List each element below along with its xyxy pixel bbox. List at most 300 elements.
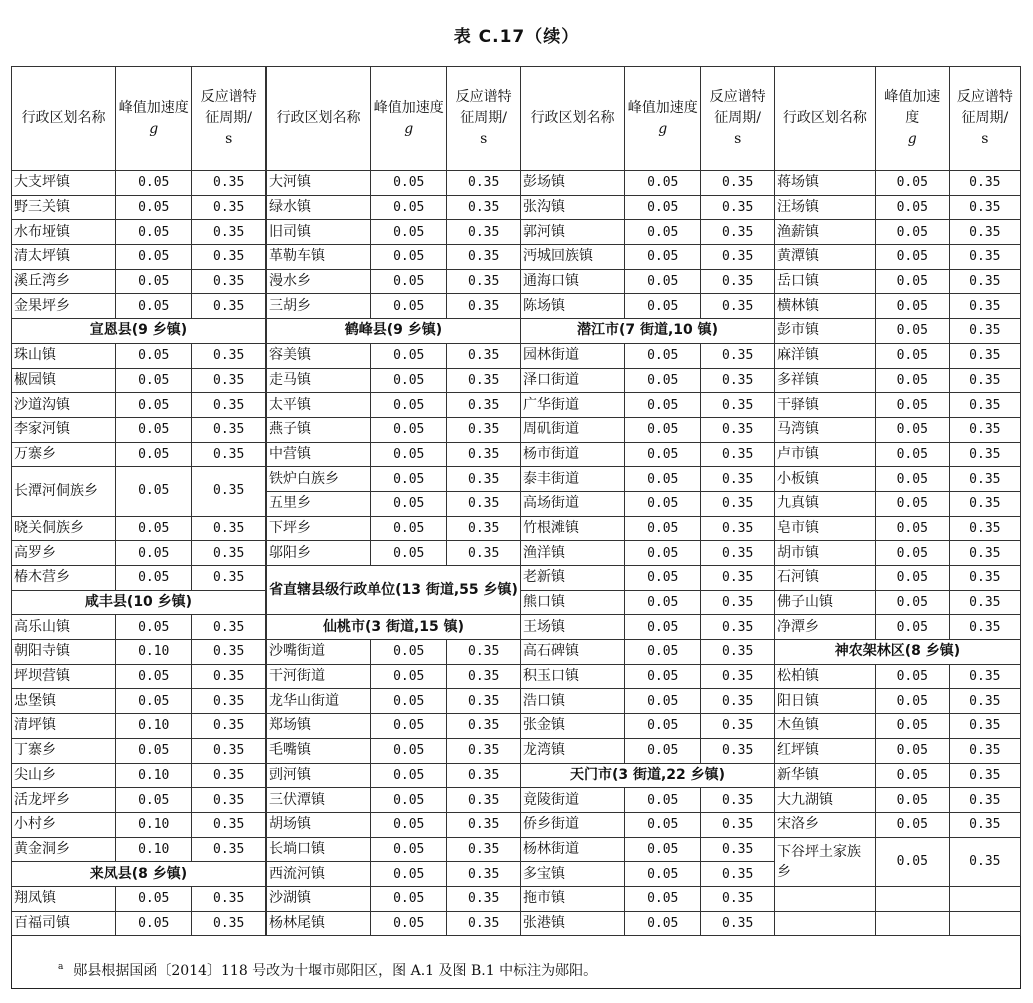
cell-name: 中营镇 bbox=[267, 442, 371, 467]
cell-pga: 0.05 bbox=[625, 911, 701, 936]
cell-period: 0.35 bbox=[447, 343, 521, 368]
cell-name: 麻洋镇 bbox=[775, 343, 876, 368]
cell-pga: 0.05 bbox=[625, 566, 701, 591]
cell-period: 0.35 bbox=[192, 294, 266, 319]
table-row bbox=[12, 590, 266, 615]
cell-name: 坪坝营镇 bbox=[12, 664, 116, 689]
table-row bbox=[521, 566, 775, 591]
table-row bbox=[12, 886, 266, 911]
table-row bbox=[267, 812, 521, 837]
cell-name: 园林街道 bbox=[521, 343, 625, 368]
cell-name: 佛子山镇 bbox=[775, 590, 876, 615]
cell-period: 0.35 bbox=[949, 788, 1020, 813]
cell-name: 岳口镇 bbox=[775, 269, 876, 294]
cell-period: 0.35 bbox=[701, 640, 775, 665]
cell-period: 0.35 bbox=[701, 714, 775, 739]
table-row bbox=[775, 566, 1021, 591]
cell-name: 积玉口镇 bbox=[521, 664, 625, 689]
cell-pga: 0.05 bbox=[371, 812, 447, 837]
cell-name: 汪场镇 bbox=[775, 195, 876, 220]
table-row bbox=[775, 590, 1021, 615]
cell-period: 0.35 bbox=[949, 837, 1020, 886]
cell-pga: 0.05 bbox=[116, 911, 192, 936]
cell-name: 高罗乡 bbox=[12, 541, 116, 566]
cell-period: 0.35 bbox=[949, 516, 1020, 541]
cell-pga: 0.05 bbox=[875, 491, 949, 516]
table-row bbox=[267, 763, 521, 788]
cell-period: 0.35 bbox=[701, 294, 775, 319]
cell-period: 0.35 bbox=[701, 541, 775, 566]
table-row bbox=[775, 812, 1021, 837]
table-panel-2 bbox=[266, 66, 521, 936]
cell-pga: 0.10 bbox=[116, 714, 192, 739]
cell-name: 清太坪镇 bbox=[12, 245, 116, 270]
table-row bbox=[521, 343, 775, 368]
table-row bbox=[267, 417, 521, 442]
table-row bbox=[521, 911, 775, 936]
cell-period: 0.35 bbox=[192, 467, 266, 516]
cell-name: 绿水镇 bbox=[267, 195, 371, 220]
cell-period: 0.35 bbox=[192, 738, 266, 763]
cell-pga: 0.05 bbox=[625, 837, 701, 862]
cell-pga: 0.05 bbox=[875, 689, 949, 714]
table-row bbox=[775, 615, 1021, 640]
table-row bbox=[12, 763, 266, 788]
cell-period: 0.35 bbox=[447, 393, 521, 418]
cell-pga: 0.05 bbox=[875, 467, 949, 492]
table-row bbox=[12, 862, 266, 887]
cell-period: 0.35 bbox=[192, 664, 266, 689]
cell-period: 0.35 bbox=[447, 837, 521, 862]
cell-name: 侨乡街道 bbox=[521, 812, 625, 837]
cell-name: 晓关侗族乡 bbox=[12, 516, 116, 541]
cell-pga: 0.10 bbox=[116, 763, 192, 788]
table-row bbox=[12, 245, 266, 270]
table-row bbox=[12, 368, 266, 393]
section-header: 鹤峰县(9 乡镇) bbox=[267, 319, 521, 344]
cell-pga: 0.05 bbox=[875, 812, 949, 837]
cell-pga: 0.05 bbox=[875, 343, 949, 368]
cell-pga: 0.05 bbox=[116, 171, 192, 196]
header-pga bbox=[116, 67, 192, 171]
cell-name: 翔凤镇 bbox=[12, 886, 116, 911]
cell-name: 水布垭镇 bbox=[12, 220, 116, 245]
cell-period: 0.35 bbox=[701, 664, 775, 689]
section-header: 天门市(3 街道,22 乡镇) bbox=[521, 763, 775, 788]
table-row bbox=[775, 738, 1021, 763]
cell-name: 野三关镇 bbox=[12, 195, 116, 220]
table-row bbox=[521, 590, 775, 615]
section-header: 咸丰县(10 乡镇) bbox=[12, 590, 266, 615]
cell-name: 红坪镇 bbox=[775, 738, 876, 763]
cell-name: 长埫口镇 bbox=[267, 837, 371, 862]
table-row bbox=[267, 664, 521, 689]
cell-pga: 0.05 bbox=[625, 664, 701, 689]
table-row bbox=[521, 738, 775, 763]
table-row bbox=[267, 541, 521, 566]
header-name: 行政区划名称 bbox=[12, 67, 116, 171]
table-row bbox=[267, 467, 521, 492]
cell-period: 0.35 bbox=[447, 862, 521, 887]
table-row bbox=[267, 615, 521, 640]
header-pga-label: 峰值加速度 bbox=[627, 99, 698, 116]
cell-pga: 0.10 bbox=[116, 837, 192, 862]
cell-pga: 0.05 bbox=[875, 393, 949, 418]
table-row bbox=[267, 368, 521, 393]
cell-pga: 0.05 bbox=[371, 516, 447, 541]
data-table bbox=[11, 66, 266, 936]
cell-period: 0.35 bbox=[701, 689, 775, 714]
table-row bbox=[521, 664, 775, 689]
cell-pga: 0.05 bbox=[116, 269, 192, 294]
cell-pga: 0.05 bbox=[371, 269, 447, 294]
cell-period: 0.35 bbox=[701, 467, 775, 492]
cell-period: 0.35 bbox=[447, 812, 521, 837]
header-period bbox=[949, 67, 1020, 171]
cell-name: 多祥镇 bbox=[775, 368, 876, 393]
cell-pga: 0.05 bbox=[875, 714, 949, 739]
cell-period: 0.35 bbox=[949, 319, 1020, 344]
table-row bbox=[521, 862, 775, 887]
cell-period: 0.35 bbox=[949, 294, 1020, 319]
cell-period: 0.35 bbox=[192, 689, 266, 714]
cell-name: 尖山乡 bbox=[12, 763, 116, 788]
cell-period: 0.35 bbox=[949, 442, 1020, 467]
data-table bbox=[520, 66, 775, 936]
cell-period: 0.35 bbox=[192, 195, 266, 220]
cell-period: 0.35 bbox=[192, 640, 266, 665]
cell-period: 0.35 bbox=[192, 886, 266, 911]
table-row bbox=[267, 393, 521, 418]
cell-name: 老新镇 bbox=[521, 566, 625, 591]
cell-name: 小板镇 bbox=[775, 467, 876, 492]
cell-pga: 0.05 bbox=[625, 269, 701, 294]
cell-name: 百福司镇 bbox=[12, 911, 116, 936]
table-row bbox=[12, 220, 266, 245]
cell-pga: 0.05 bbox=[625, 812, 701, 837]
cell-pga: 0.05 bbox=[625, 640, 701, 665]
table-row bbox=[267, 886, 521, 911]
cell-name: 郭河镇 bbox=[521, 220, 625, 245]
table-row bbox=[12, 516, 266, 541]
cell-name: 剅河镇 bbox=[267, 763, 371, 788]
cell-name: 杨林尾镇 bbox=[267, 911, 371, 936]
footnote-mark: a bbox=[58, 962, 64, 973]
cell-name: 大九湖镇 bbox=[775, 788, 876, 813]
table-row bbox=[12, 615, 266, 640]
cell-pga: 0.05 bbox=[116, 220, 192, 245]
cell-pga: 0.05 bbox=[371, 640, 447, 665]
table-row bbox=[12, 195, 266, 220]
cell-pga: 0.05 bbox=[116, 788, 192, 813]
table-row bbox=[775, 442, 1021, 467]
table-row bbox=[267, 195, 521, 220]
cell-period: 0.35 bbox=[192, 368, 266, 393]
cell-pga: 0.05 bbox=[116, 343, 192, 368]
cell-pga: 0.05 bbox=[625, 171, 701, 196]
cell-pga: 0.05 bbox=[371, 195, 447, 220]
cell-pga: 0.05 bbox=[371, 837, 447, 862]
cell-period: 0.35 bbox=[447, 195, 521, 220]
table-row bbox=[267, 491, 521, 516]
cell-period: 0.35 bbox=[447, 911, 521, 936]
cell-pga: 0.05 bbox=[875, 171, 949, 196]
cell-name: 多宝镇 bbox=[521, 862, 625, 887]
table-row bbox=[267, 566, 521, 615]
cell-period: 0.35 bbox=[192, 911, 266, 936]
table-row bbox=[521, 615, 775, 640]
cell-pga: 0.05 bbox=[875, 516, 949, 541]
cell-name: 竟陵街道 bbox=[521, 788, 625, 813]
header-period-label: 反应谱特征周期/ bbox=[709, 89, 766, 126]
cell-name: 金果坪乡 bbox=[12, 294, 116, 319]
cell-pga: 0.05 bbox=[371, 393, 447, 418]
cell-name: 五里乡 bbox=[267, 491, 371, 516]
table-row bbox=[521, 442, 775, 467]
cell-period: 0.35 bbox=[192, 615, 266, 640]
cell-name: 龙湾镇 bbox=[521, 738, 625, 763]
cell-name: 张港镇 bbox=[521, 911, 625, 936]
cell-period: 0.35 bbox=[949, 343, 1020, 368]
table-row bbox=[267, 911, 521, 936]
cell-name: 郑场镇 bbox=[267, 714, 371, 739]
table-row bbox=[521, 837, 775, 862]
table-row bbox=[775, 417, 1021, 442]
cell-period: 0.35 bbox=[949, 491, 1020, 516]
cell-pga: 0.05 bbox=[371, 886, 447, 911]
cell-pga: 0.05 bbox=[625, 491, 701, 516]
cell-name: 高石碑镇 bbox=[521, 640, 625, 665]
cell-pga: 0.05 bbox=[875, 417, 949, 442]
cell-pga: 0.05 bbox=[625, 442, 701, 467]
table-row bbox=[521, 714, 775, 739]
table-row bbox=[521, 640, 775, 665]
header-pga-label: 峰值加速度 bbox=[884, 89, 941, 126]
table-row bbox=[267, 788, 521, 813]
table-row bbox=[267, 442, 521, 467]
cell-pga: 0.05 bbox=[116, 541, 192, 566]
cell-name: 万寨乡 bbox=[12, 442, 116, 467]
cell-name: 木鱼镇 bbox=[775, 714, 876, 739]
table-row bbox=[521, 294, 775, 319]
cell-pga: 0.05 bbox=[625, 245, 701, 270]
cell-pga: 0.05 bbox=[875, 837, 949, 886]
cell-period: 0.35 bbox=[447, 269, 521, 294]
cell-name: 蒋场镇 bbox=[775, 171, 876, 196]
table-row bbox=[12, 664, 266, 689]
cell-name: 胡场镇 bbox=[267, 812, 371, 837]
cell-name: 杨市街道 bbox=[521, 442, 625, 467]
table-row bbox=[267, 738, 521, 763]
cell-period: 0.35 bbox=[447, 368, 521, 393]
table-row bbox=[521, 516, 775, 541]
cell-pga: 0.05 bbox=[371, 738, 447, 763]
cell-name: 黄潭镇 bbox=[775, 245, 876, 270]
empty-cell bbox=[875, 886, 949, 911]
table-row bbox=[521, 195, 775, 220]
cell-pga: 0.10 bbox=[116, 640, 192, 665]
cell-pga: 0.05 bbox=[625, 467, 701, 492]
cell-pga: 0.05 bbox=[116, 245, 192, 270]
table-row bbox=[521, 541, 775, 566]
cell-pga: 0.05 bbox=[371, 541, 447, 566]
cell-name: 渔薪镇 bbox=[775, 220, 876, 245]
cell-pga: 0.05 bbox=[625, 195, 701, 220]
cell-period: 0.35 bbox=[447, 516, 521, 541]
cell-pga: 0.05 bbox=[875, 738, 949, 763]
data-table bbox=[774, 66, 1021, 936]
cell-name: 宋洛乡 bbox=[775, 812, 876, 837]
cell-period: 0.35 bbox=[192, 516, 266, 541]
cell-name: 通海口镇 bbox=[521, 269, 625, 294]
cell-pga: 0.05 bbox=[116, 689, 192, 714]
header-name: 行政区划名称 bbox=[267, 67, 371, 171]
cell-name: 溪丘湾乡 bbox=[12, 269, 116, 294]
header-pga-unit: g bbox=[907, 131, 917, 147]
table-row bbox=[267, 294, 521, 319]
table-row bbox=[521, 689, 775, 714]
cell-period: 0.35 bbox=[447, 220, 521, 245]
cell-period: 0.35 bbox=[701, 368, 775, 393]
cell-name: 邬阳乡 bbox=[267, 541, 371, 566]
cell-pga: 0.10 bbox=[116, 812, 192, 837]
cell-period: 0.35 bbox=[447, 640, 521, 665]
cell-period: 0.35 bbox=[701, 195, 775, 220]
table-row bbox=[267, 640, 521, 665]
cell-name: 九真镇 bbox=[775, 491, 876, 516]
table-row bbox=[12, 566, 266, 591]
table-row bbox=[12, 541, 266, 566]
cell-period: 0.35 bbox=[949, 417, 1020, 442]
cell-period: 0.35 bbox=[447, 294, 521, 319]
empty-cell bbox=[775, 886, 876, 911]
cell-name: 漫水乡 bbox=[267, 269, 371, 294]
cell-period: 0.35 bbox=[447, 689, 521, 714]
cell-period: 0.35 bbox=[949, 590, 1020, 615]
cell-pga: 0.05 bbox=[875, 269, 949, 294]
cell-period: 0.35 bbox=[949, 615, 1020, 640]
cell-period: 0.35 bbox=[192, 343, 266, 368]
table-row bbox=[12, 788, 266, 813]
cell-pga: 0.05 bbox=[625, 590, 701, 615]
cell-pga: 0.05 bbox=[875, 195, 949, 220]
cell-period: 0.35 bbox=[701, 911, 775, 936]
cell-pga: 0.05 bbox=[875, 368, 949, 393]
cell-name: 高场街道 bbox=[521, 491, 625, 516]
table-panel-1 bbox=[11, 66, 266, 936]
section-header: 神农架林区(8 乡镇) bbox=[775, 640, 1021, 665]
cell-period: 0.35 bbox=[701, 171, 775, 196]
cell-pga: 0.05 bbox=[116, 886, 192, 911]
cell-period: 0.35 bbox=[192, 714, 266, 739]
cell-name: 椒园镇 bbox=[12, 368, 116, 393]
cell-period: 0.35 bbox=[701, 738, 775, 763]
cell-period: 0.35 bbox=[447, 788, 521, 813]
cell-period: 0.35 bbox=[701, 837, 775, 862]
cell-period: 0.35 bbox=[949, 689, 1020, 714]
cell-period: 0.35 bbox=[701, 862, 775, 887]
header-pga-label: 峰值加速度 bbox=[118, 99, 189, 116]
header-name: 行政区划名称 bbox=[521, 67, 625, 171]
table-row bbox=[775, 788, 1021, 813]
table-row bbox=[267, 319, 521, 344]
header-pga-unit: g bbox=[404, 120, 414, 137]
cell-name: 走马镇 bbox=[267, 368, 371, 393]
cell-pga: 0.05 bbox=[116, 294, 192, 319]
cell-pga: 0.05 bbox=[625, 294, 701, 319]
table-panel-3 bbox=[520, 66, 775, 936]
cell-pga: 0.05 bbox=[371, 467, 447, 492]
table-row bbox=[775, 837, 1021, 886]
cell-pga: 0.05 bbox=[875, 319, 949, 344]
cell-name: 革勒车镇 bbox=[267, 245, 371, 270]
cell-pga: 0.05 bbox=[625, 738, 701, 763]
header-period-label: 反应谱特征周期/ bbox=[200, 89, 257, 126]
cell-name: 净潭乡 bbox=[775, 615, 876, 640]
table-row bbox=[775, 319, 1021, 344]
table-row bbox=[267, 837, 521, 862]
cell-name: 张金镇 bbox=[521, 714, 625, 739]
table-row bbox=[775, 220, 1021, 245]
cell-pga: 0.05 bbox=[625, 516, 701, 541]
cell-name: 燕子镇 bbox=[267, 417, 371, 442]
cell-period: 0.35 bbox=[701, 812, 775, 837]
cell-period: 0.35 bbox=[447, 491, 521, 516]
cell-pga: 0.05 bbox=[116, 615, 192, 640]
cell-pga: 0.05 bbox=[371, 343, 447, 368]
cell-pga: 0.05 bbox=[625, 689, 701, 714]
cell-pga: 0.05 bbox=[116, 417, 192, 442]
table-row bbox=[267, 516, 521, 541]
table-row bbox=[12, 640, 266, 665]
cell-pga: 0.05 bbox=[116, 516, 192, 541]
table-row bbox=[267, 714, 521, 739]
cell-pga: 0.05 bbox=[625, 368, 701, 393]
cell-name: 沔城回族镇 bbox=[521, 245, 625, 270]
cell-pga: 0.05 bbox=[875, 788, 949, 813]
cell-name: 清坪镇 bbox=[12, 714, 116, 739]
cell-name: 下坪乡 bbox=[267, 516, 371, 541]
cell-period: 0.35 bbox=[949, 368, 1020, 393]
cell-name: 沙嘴街道 bbox=[267, 640, 371, 665]
cell-period: 0.35 bbox=[701, 516, 775, 541]
cell-pga: 0.05 bbox=[371, 714, 447, 739]
cell-name: 皂市镇 bbox=[775, 516, 876, 541]
table-row bbox=[267, 862, 521, 887]
cell-pga: 0.05 bbox=[625, 220, 701, 245]
header-period bbox=[701, 67, 775, 171]
cell-name: 王场镇 bbox=[521, 615, 625, 640]
cell-name: 泽口街道 bbox=[521, 368, 625, 393]
table-row bbox=[521, 763, 775, 788]
table-row bbox=[775, 368, 1021, 393]
cell-name: 松柏镇 bbox=[775, 664, 876, 689]
cell-pga: 0.05 bbox=[116, 195, 192, 220]
table-row bbox=[12, 171, 266, 196]
cell-pga: 0.05 bbox=[875, 763, 949, 788]
header-pga bbox=[875, 67, 949, 171]
cell-name: 旧司镇 bbox=[267, 220, 371, 245]
empty-cell bbox=[949, 911, 1020, 936]
header-period-unit: s bbox=[225, 131, 233, 147]
table-row bbox=[267, 689, 521, 714]
cell-name: 长潭河侗族乡 bbox=[12, 467, 116, 516]
cell-period: 0.35 bbox=[447, 442, 521, 467]
cell-period: 0.35 bbox=[701, 590, 775, 615]
cell-period: 0.35 bbox=[701, 393, 775, 418]
table-row bbox=[775, 714, 1021, 739]
cell-pga: 0.05 bbox=[371, 442, 447, 467]
